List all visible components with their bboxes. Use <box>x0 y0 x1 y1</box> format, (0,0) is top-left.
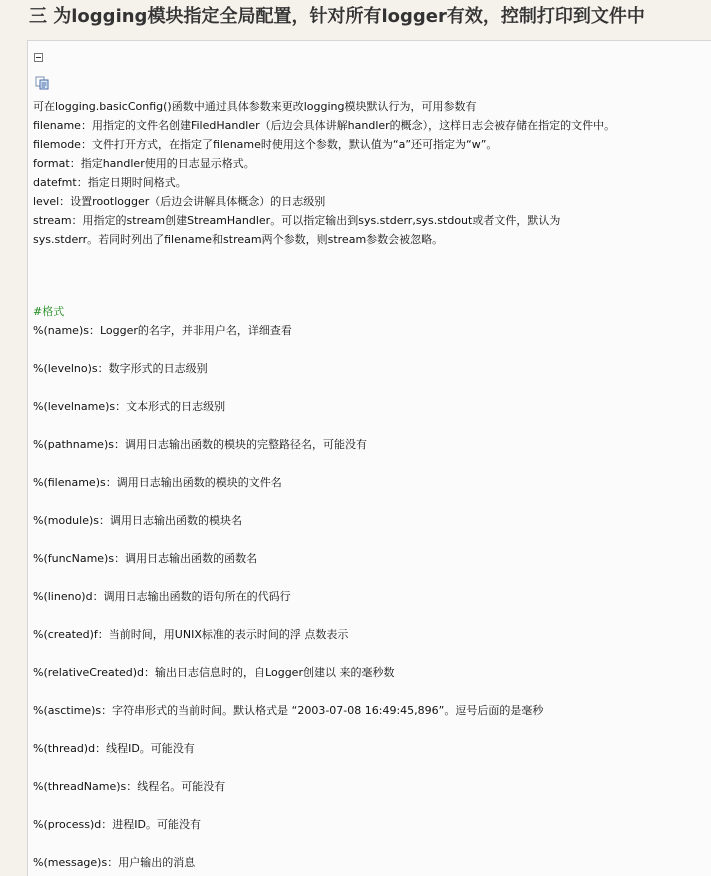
code-line: level：设置rootlogger（后边会讲解具体概念）的日志级别 <box>33 195 326 208</box>
format-line: %(threadName)s：线程名。可能没有 <box>33 780 226 793</box>
format-line: %(module)s：调用日志输出函数的模块名 <box>33 514 242 527</box>
blank-line <box>33 834 707 853</box>
code-lines <box>33 97 707 872</box>
blank-line <box>33 530 707 549</box>
code-line: filemode：文件打开方式，在指定了filename时使用这个参数，默认值为“a”还可指定为“w”。 <box>33 138 498 151</box>
code-line: 可在logging.basicConfig()函数中通过具体参数来更改logging模块默认行为，可用参数有 <box>33 100 477 113</box>
blank-line <box>33 796 707 815</box>
format-line: %(relativeCreated)d：输出日志信息时的，自Logger创建以 来的毫秒数 <box>33 666 395 679</box>
blank-line <box>33 568 707 587</box>
format-line: %(levelno)s：数字形式的日志级别 <box>33 362 208 375</box>
blank-line <box>33 644 707 663</box>
code-line: filename：用指定的文件名创建FiledHandler（后边会具体讲解handler的概念），这样日志会被存储在指定的文件中。 <box>33 119 616 132</box>
page-title: 三 为logging模块指定全局配置，针对所有logger有效，控制打印到文件中 <box>29 6 645 27</box>
code-line: stream：用指定的stream创建StreamHandler。可以指定输出到sys.stderr,sys.stdout或者文件，默认为 <box>33 214 561 227</box>
format-line: %(thread)d：线程ID。可能没有 <box>33 742 195 755</box>
blank-line <box>33 720 707 739</box>
blank-line <box>33 416 707 435</box>
blank-line <box>33 682 707 701</box>
code-block <box>27 40 711 876</box>
code-line: format：指定handler使用的日志显示格式。 <box>33 157 255 170</box>
format-line: %(lineno)d：调用日志输出函数的语句所在的代码行 <box>33 590 291 603</box>
blank-line <box>33 606 707 625</box>
blank-line <box>33 758 707 777</box>
blank-line <box>33 340 707 359</box>
blank-line <box>33 249 707 302</box>
format-line: %(created)f：当前时间，用UNIX标准的表示时间的浮 点数表示 <box>33 628 349 641</box>
format-line: %(message)s：用户输出的消息 <box>33 856 196 869</box>
format-line: %(process)d：进程ID。可能没有 <box>33 818 202 831</box>
blank-line <box>33 454 707 473</box>
format-line: %(asctime)s：字符串形式的当前时间。默认格式是 “2003-07-08 16:49:45,896”。逗号后面的是毫秒 <box>33 704 544 717</box>
format-line: %(filename)s：调用日志输出函数的模块的文件名 <box>33 476 282 489</box>
code-line: sys.stderr。若同时列出了filename和stream两个参数，则stream参数会被忽略。 <box>33 233 444 246</box>
format-line: %(pathname)s：调用日志输出函数的模块的完整路径名，可能没有 <box>33 438 367 451</box>
copy-code-icon[interactable] <box>35 75 49 89</box>
collapse-minus-icon[interactable] <box>34 53 43 62</box>
format-line: %(levelname)s：文本形式的日志级别 <box>33 400 226 413</box>
code-line: datefmt：指定日期时间格式。 <box>33 176 187 189</box>
blank-line <box>33 492 707 511</box>
format-comment: #格式 <box>33 305 65 318</box>
blank-line <box>33 378 707 397</box>
format-line: %(funcName)s：调用日志输出函数的函数名 <box>33 552 258 565</box>
format-line: %(name)s：Logger的名字，并非用户名，详细查看 <box>33 324 292 337</box>
